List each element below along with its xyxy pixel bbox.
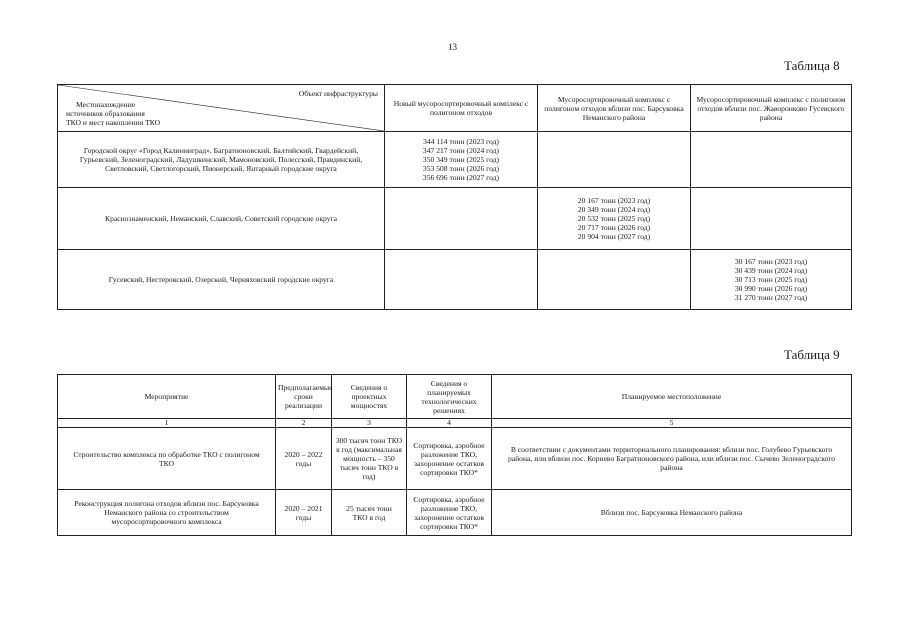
location-cell: В соответствии с документами территориального планирования: вблизи пос. Голубево Гурьевского района, или вблизи пос. Корнево Багратионовского района, или вблизи пос. Сычево Зеленоградского района: [492, 428, 852, 490]
header-object: Объект инфраструктуры: [298, 89, 378, 98]
period-cell: 2020 – 2021 годы: [276, 490, 332, 536]
table8-caption: Таблица 8: [784, 58, 840, 73]
empty-cell: [538, 132, 691, 188]
empty-cell: [691, 188, 852, 250]
diagonal-header-cell: [58, 85, 385, 132]
column-header: Предполагаемые сроки реализации: [276, 375, 332, 419]
location-cell: Городской округ «Город Калининград», Багратионовский, Балтийский, Гвардейский, Гурьевский, Зеленоградский, Ладушкинский, Мамоновский, Полесский, Правдинский, Светловский, Светлогорский, Пионерский, Янтарный городские округа: [58, 132, 385, 188]
column-header: Мероприятие: [58, 375, 276, 419]
empty-cell: [691, 132, 852, 188]
header-location: Местонахождение источников образования ТКО и мест накопления ТКО: [66, 100, 161, 127]
tonnage-cell: 30 167 тонн (2023 год) 30 439 тонн (2024 год) 30 713 тонн (2025 год) 30 990 тонн (2026 год) 31 270 тонн (2027 год): [691, 250, 852, 310]
column-number: 5: [492, 419, 852, 428]
table-9: [57, 374, 852, 536]
location-cell: Гусевский, Нестеровский, Озерский, Черняховский городские округа: [58, 250, 385, 310]
table9-caption: Таблица 9: [784, 347, 840, 362]
column-number: 4: [407, 419, 492, 428]
column-number: 3: [332, 419, 407, 428]
column-number: 1: [58, 419, 276, 428]
column-number: 2: [276, 419, 332, 428]
location-cell: Краснознаменский, Неманский, Славский, Советский городские округа: [58, 188, 385, 250]
table-8: [57, 84, 852, 310]
column-header: Сведения о планируемых технологических решениях: [407, 375, 492, 419]
period-cell: 2020 – 2022 годы: [276, 428, 332, 490]
tonnage-cell: 344 114 тонн (2023 год) 347 217 тонн (2024 год) 350 349 тонн (2025 год) 353 508 тонн (2026 год) 356 696 тонн (2027 год): [385, 132, 538, 188]
column-header: Мусоросортировочный комплекс с полигоном отходов вблизи пос. Жаворонково Гусевского района: [691, 85, 852, 132]
tech-cell: Сортировка, аэробное разложение ТКО, захоронение остатков сортировки ТКО*: [407, 490, 492, 536]
column-header: Новый мусоросортировочный комплекс с полигоном отходов: [385, 85, 538, 132]
tonnage-cell: 20 167 тонн (2023 год) 20 349 тонн (2024 год) 20 532 тонн (2025 год) 20 717 тонн (2026 год) 20 904 тонн (2027 год): [538, 188, 691, 250]
event-cell: Строительство комплекса по обработке ТКО с полигоном ТКО: [58, 428, 276, 490]
page-number: 13: [448, 42, 457, 52]
column-header: Планируемое местоположение: [492, 375, 852, 419]
empty-cell: [385, 250, 538, 310]
column-header: Мусоросортировочный комплекс с полигоном отходов вблизи пос. Барсуковка Неманского района: [538, 85, 691, 132]
location-cell: Вблизи пос. Барсуковка Неманского района: [492, 490, 852, 536]
empty-cell: [385, 188, 538, 250]
tech-cell: Сортировка, аэробное разложение ТКО, захоронение остатков сортировки ТКО*: [407, 428, 492, 490]
capacity-cell: 300 тысяч тонн ТКО в год (максимальная мощность – 350 тысяч тонн ТКО в год): [332, 428, 407, 490]
capacity-cell: 25 тысяч тонн ТКО в год: [332, 490, 407, 536]
event-cell: Реконструкция полигона отходов вблизи пос. Барсуковка Неманского района со строительством мусоросортировочного комплекса: [58, 490, 276, 536]
empty-cell: [538, 250, 691, 310]
column-header: Сведения о проектных мощностях: [332, 375, 407, 419]
